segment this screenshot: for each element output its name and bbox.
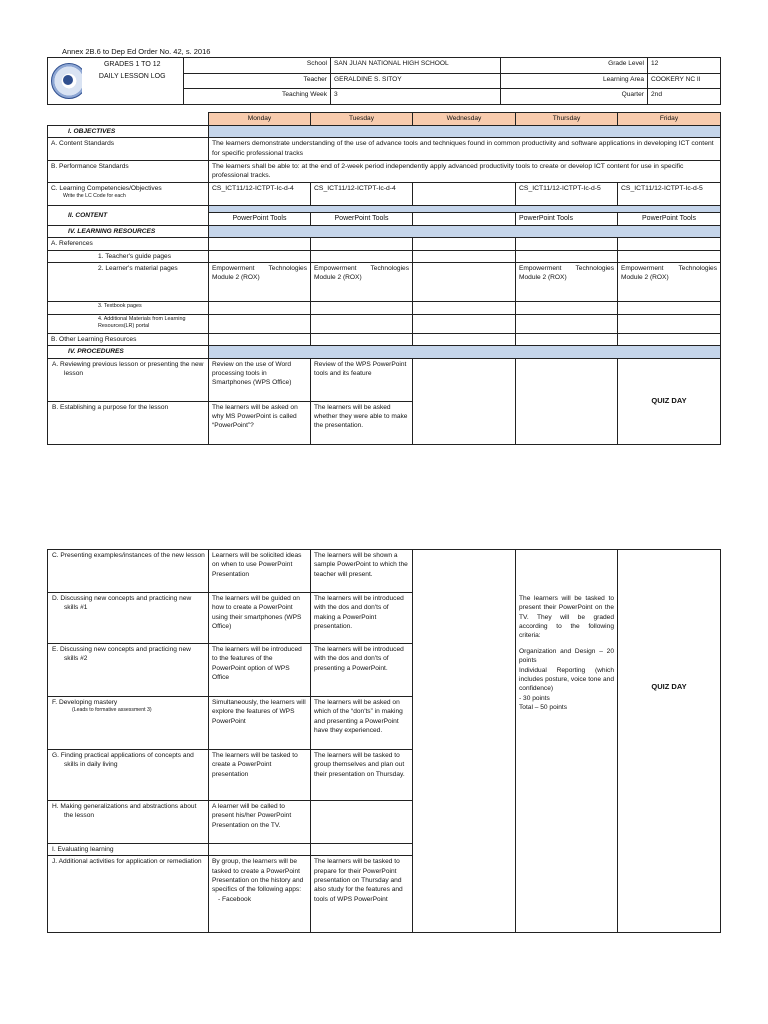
proc-c-mon: Learners will be solicited ideas on when to use PowerPoint Presentation [209,550,311,593]
day-thursday: Thursday [516,113,618,126]
quarter-value: 2nd [648,89,721,105]
label-competencies: C. Learning Competencies/Objectives [51,184,162,192]
quarter-label: Quarter [501,89,648,105]
lc-code-fri: CS_ICT11/12-ICTPT-Ic-d-5 [618,182,721,205]
proc-g-mon: The learners will be tasked to create a PowerPoint presentation [209,750,311,801]
content-topic-fri: PowerPoint Tools [618,212,721,225]
label-additional-materials: 4. Additional Materials from Learning Resources(LR) portal [48,314,209,333]
quiz-day-page1: QUIZ DAY [618,358,721,444]
proc-e-mon: The learners will be introduced to the features of the PowerPoint option of WPS Office [209,644,311,697]
area-label: Learning Area [501,73,648,89]
teacher-label: Teacher [184,73,331,89]
label-proc-g: G. Finding practical applications of concepts and skills in daily living [48,750,209,801]
lc-code-thu: CS_ICT11/12-ICTPT-Ic-d-5 [516,182,618,205]
quiz-day-page2: QUIZ DAY [618,550,721,933]
section-content: II. CONTENT [48,205,209,225]
lc-code-tue: CS_ICT11/12-ICTPT-Ic-d-4 [311,182,413,205]
lm-thu: Empowerment Technologies Module 2 (ROX) [516,262,618,301]
label-proc-f-sub: (Leads to formative assessment 3) [72,707,152,714]
lc-code-mon: CS_ICT11/12-ICTPT-Ic-d-4 [209,182,311,205]
content-standards-text: The learners demonstrate understanding of the use of advance tools and techniques found in common productivity and software applications in developing ICT content for specific professional tracks [209,138,721,160]
label-proc-d: D. Discussing new concepts and practicing new skills #1 [48,593,209,644]
performance-standards-text: The learners shall be able to: at the end of 2-week period independently apply advanced productivity tools to create or develop ICT content for use in specific professional tracks. [209,160,721,182]
proc-j-tue: The learners will be tasked to prepare for their PowerPoint presentation on Thursday and also study for the features and tools of WPS PowerPoint [311,856,413,933]
lm-tue: Empowerment Technologies Module 2 (ROX) [311,262,413,301]
day-friday: Friday [618,113,721,126]
grade-value: 12 [648,58,721,74]
label-proc-a: A. Reviewing previous lesson or presenting the new lesson [48,358,209,401]
thu-criteria-2: Individual Reporting (which includes posture, voice tone and confidence) [519,666,614,693]
lesson-table-page2 [47,549,721,933]
label-proc-c: C. Presenting examples/instances of the new lesson [48,550,209,593]
label-proc-h: H. Making generalizations and abstractions about the lesson [48,801,209,844]
thu-criteria-1: Organization and Design – 20 points [519,647,614,665]
thu-criteria-3: - 30 points [519,694,550,702]
label-proc-j: J. Additional activities for application or remediation [48,856,209,933]
label-proc-b: B. Establishing a purpose for the lesson [48,401,209,444]
day-tuesday: Tuesday [311,113,413,126]
lm-fri: Empowerment Technologies Module 2 (ROX) [618,262,721,301]
section-procedures: IV. PROCEDURES [48,346,209,358]
annex-reference: Annex 2B.6 to Dep Ed Order No. 42, s. 2016 [62,47,211,56]
proc-j-mon-item: - Facebook [218,895,251,903]
school-value: SAN JUAN NATIONAL HIGH SCHOOL [331,58,501,74]
proc-a-mon: Review on the use of Word processing tools in Smartphones (WPS Office) [209,358,311,401]
label-proc-i: I. Evaluating learning [48,844,209,856]
proc-f-tue: The learners will be asked on which of the “don'ts” in making and presenting a PowerPoint have they experienced. [311,697,413,750]
proc-g-tue: The learners will be tasked to group themselves and plan out their presentation on Thursday. [311,750,413,801]
day-monday: Monday [209,113,311,126]
proc-b-tue: The learners will be asked whether they were able to make the presentation. [311,401,413,444]
proc-h-mon: A learner will be called to present his/her PowerPoint Presentation on the TV. [209,801,311,844]
label-performance-standards: B. Performance Standards [48,160,209,182]
content-topic-thu: PowerPoint Tools [516,212,618,225]
label-learners-material: 2. Learner's material pages [48,262,209,301]
proc-j-mon: By group, the learners will be tasked to create a PowerPoint Presentation on the history and specifics of the following apps: [212,858,304,894]
label-proc-e: E. Discussing new concepts and practicing new skills #2 [48,644,209,697]
proc-d-tue: The learners will be introduced with the dos and don'ts of making a PowerPoint presentation. [311,593,413,644]
log-title-grades: GRADES 1 TO 12 [103,61,161,68]
deped-seal [48,58,82,105]
grade-label: Grade Level [501,58,648,74]
school-label: School [184,58,331,74]
day-wednesday: Wednesday [413,113,516,126]
week-label: Teaching Week [184,89,331,105]
section-resources: IV. LEARNING RESOURCES [48,225,209,237]
header-table [47,57,721,105]
content-topic-tue: PowerPoint Tools [311,212,413,225]
label-competencies-sub: Write the LC Code for each [63,193,126,200]
area-value: COOKERY NC II [648,73,721,89]
lesson-table-page1 [47,112,721,445]
label-proc-f: F. Developing mastery [52,699,118,706]
label-content-standards: A. Content Standards [48,138,209,160]
teacher-value: GERALDINE S. SITOY [331,73,501,89]
label-references: A. References [48,238,209,250]
proc-d-mon: The learners will be guided on how to create a PowerPoint using their smartphones (WPS Office) [209,593,311,644]
proc-f-mon: Simultaneously, the learners will explore the features of WPS PowerPoint [209,697,311,750]
section-objectives: I. OBJECTIVES [48,126,209,138]
lm-mon: Empowerment Technologies Module 2 (ROX) [209,262,311,301]
seal-icon [51,63,82,99]
log-title-daily: DAILY LESSON LOG [98,72,166,80]
label-textbook: 3. Textbook pages [48,301,209,314]
thu-task: The learners will be tasked to present their PowerPoint on the TV. They will be graded according to the following criteria: [519,595,614,640]
proc-e-tue: The learners will be introduced with the dos and don'ts of presenting a PowerPoint. [311,644,413,697]
proc-a-tue: Review of the WPS PowerPoint tools and its feature [311,358,413,401]
label-teachers-guide: 1. Teacher's guide pages [48,250,209,262]
proc-b-mon: The learners will be asked on why MS PowerPoint is called “PowerPoint”? [209,401,311,444]
proc-c-tue: The learners will be shown a sample PowerPoint to which the teacher will present. [311,550,413,593]
content-topic-mon: PowerPoint Tools [209,212,311,225]
label-other-resources: B. Other Learning Resources [48,333,209,345]
thu-total: Total – 50 points [519,703,568,711]
week-value: 3 [331,89,501,105]
